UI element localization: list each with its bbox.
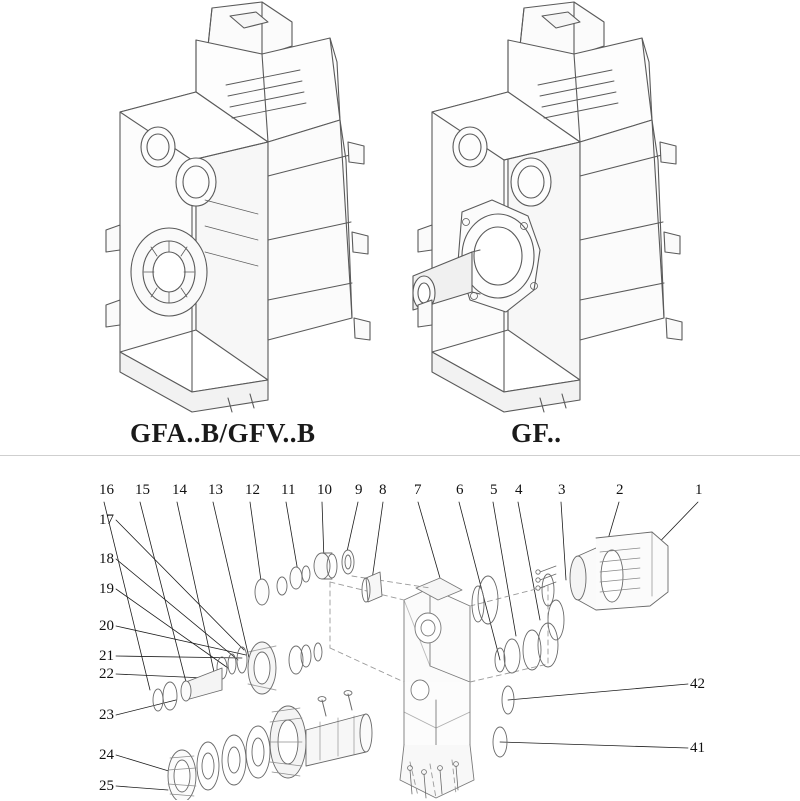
callout-11: 11 bbox=[281, 482, 296, 498]
callout-25: 25 bbox=[99, 778, 114, 794]
callout-21: 21 bbox=[99, 648, 114, 664]
caption-left-view: GFA..B/GFV..B bbox=[130, 418, 316, 448]
callout-8: 8 bbox=[379, 482, 387, 498]
callout-2: 2 bbox=[616, 482, 624, 498]
callout-5: 5 bbox=[490, 482, 498, 498]
callout-17: 17 bbox=[99, 512, 114, 528]
callout-12: 12 bbox=[245, 482, 260, 498]
callout-14: 14 bbox=[172, 482, 187, 498]
gearbox-isometric-left bbox=[106, 2, 370, 412]
callout-20: 20 bbox=[99, 618, 114, 634]
callout-13: 13 bbox=[208, 482, 223, 498]
callout-7: 7 bbox=[414, 482, 422, 498]
callout-1: 1 bbox=[695, 482, 703, 498]
callout-22: 22 bbox=[99, 666, 114, 682]
caption-right-view: GF.. bbox=[511, 418, 562, 448]
callout-15: 15 bbox=[135, 482, 150, 498]
callout-6: 6 bbox=[456, 482, 464, 498]
callout-19: 19 bbox=[99, 581, 114, 597]
exploded-view-section bbox=[0, 455, 800, 801]
callout-10: 10 bbox=[317, 482, 332, 498]
callout-24: 24 bbox=[99, 747, 114, 763]
callout-9: 9 bbox=[355, 482, 363, 498]
callout-16: 16 bbox=[99, 482, 114, 498]
callout-4: 4 bbox=[515, 482, 523, 498]
callout-42: 42 bbox=[690, 676, 705, 692]
callout-41: 41 bbox=[690, 740, 705, 756]
callout-3: 3 bbox=[558, 482, 566, 498]
callout-18: 18 bbox=[99, 551, 114, 567]
callout-23: 23 bbox=[99, 707, 114, 723]
gearbox-isometric-right bbox=[413, 2, 682, 412]
